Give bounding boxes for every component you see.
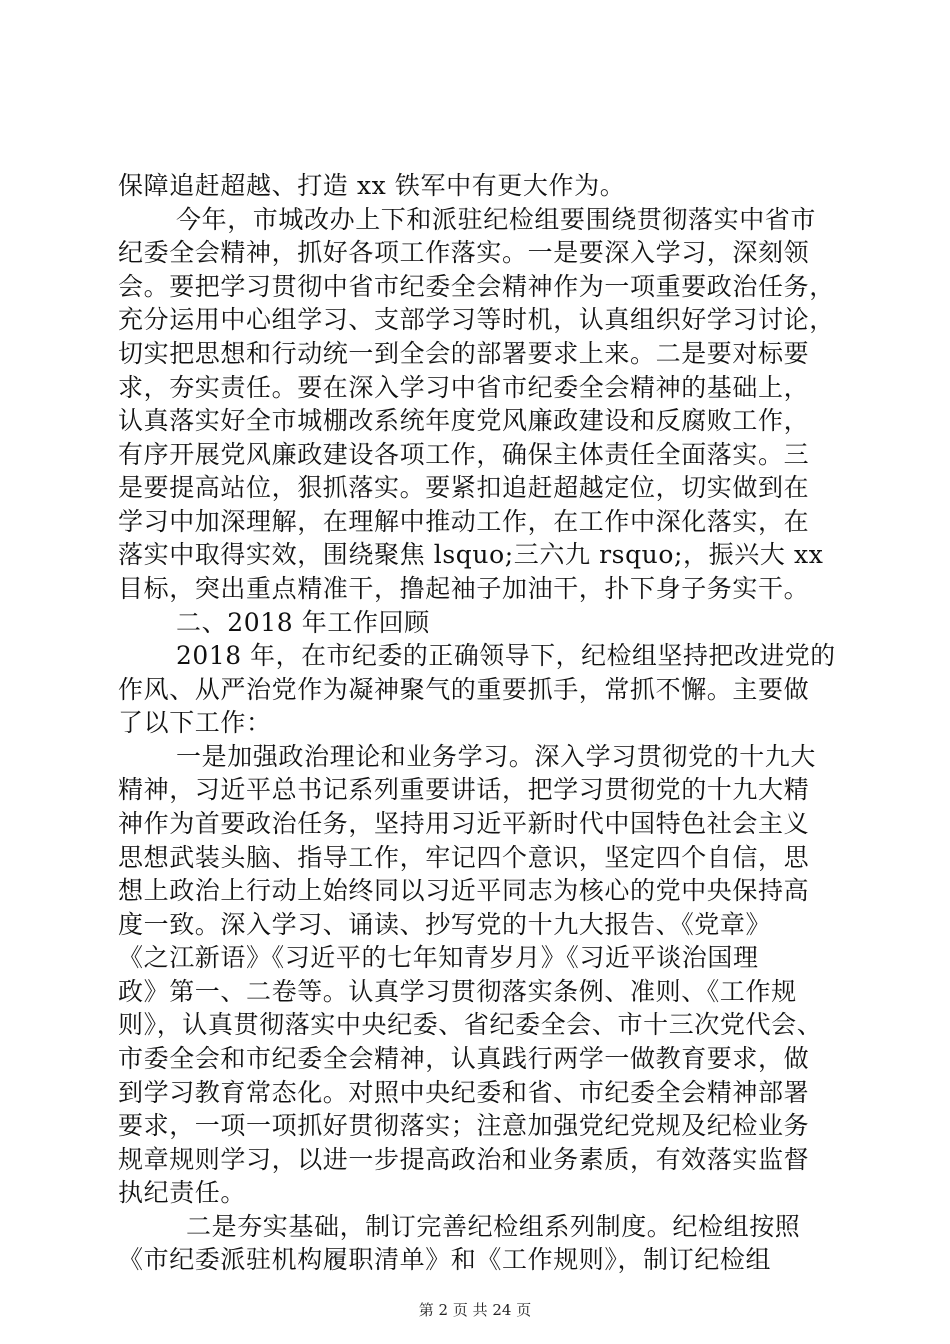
text-line-24: 《之江新语》《习近平的七年知青岁月》《习近平谈治国理 — [118, 943, 759, 972]
text-line-33: 《市纪委派驻机构履职清单》和《工作规则》，制订纪检组 — [118, 1245, 772, 1274]
text-line-31: 执纪责任。 — [118, 1178, 247, 1207]
text-line-15: 2018 年，在市纪委的正确领导下，纪检组坚持把改进党的 — [176, 641, 836, 670]
text-line-4: 会。要把学习贯彻中省市纪委全会精神作为一项重要政治任务， — [118, 272, 835, 301]
text-line-18: 一是加强政治理论和业务学习。深入学习贯彻党的十九大 — [176, 742, 817, 771]
text-line-17: 了以下工作： — [118, 708, 272, 737]
text-line-22: 想上政治上行动上始终同以习近平同志为核心的党中央保持高 — [118, 876, 810, 905]
text-line-2: 今年，市城改办上下和派驻纪检组要围绕贯彻落实中省市 — [176, 205, 817, 234]
text-line-26: 则》，认真贯彻落实中央纪委、省纪委全会、市十三次党代会、 — [118, 1010, 823, 1039]
text-line-32: 二是夯实基础，制订完善纪检组系列制度。纪检组按照 — [186, 1212, 801, 1241]
text-line-25: 政》第一、二卷等。认真学习贯彻落实条例、准则、《工作规 — [118, 977, 797, 1006]
text-line-7: 求，夯实责任。要在深入学习中省市纪委全会精神的基础上， — [118, 373, 810, 402]
text-line-8: 认真落实好全市城棚改系统年度党风廉政建设和反腐败工作， — [118, 406, 810, 435]
text-line-23: 度一致。深入学习、诵读、抄写党的十九大报告、《党章》 — [118, 910, 772, 939]
text-line-16: 作风、从严治党作为凝神聚气的重要抓手，常抓不懈。主要做 — [118, 675, 810, 704]
text-line-27: 市委全会和市纪委全会精神，认真践行两学一做教育要求，做 — [118, 1044, 810, 1073]
text-line-1: 保障追赶超越、打造 xx 铁军中有更大作为。 — [118, 171, 626, 200]
text-line-5: 充分运用中心组学习、支部学习等时机，认真组织好学习讨论， — [118, 305, 835, 334]
text-line-11: 学习中加深理解，在理解中推动工作，在工作中深化落实，在 — [118, 507, 810, 536]
text-line-10: 是要提高站位，狠抓落实。要紧扣追赶超越定位，切实做到在 — [118, 473, 810, 502]
text-line-30: 规章规则学习，以进一步提高政治和业务素质，有效落实监督 — [118, 1145, 810, 1174]
text-line-19: 精神，习近平总书记系列重要讲话，把学习贯彻党的十九大精 — [118, 775, 810, 804]
text-line-20: 神作为首要政治任务，坚持用习近平新时代中国特色社会主义 — [118, 809, 810, 838]
text-line-9: 有序开展党风廉政建设各项工作，确保主体责任全面落实。三 — [118, 440, 810, 469]
text-line-29: 要求，一项一项抓好贯彻落实；注意加强党纪党规及纪检业务 — [118, 1111, 810, 1140]
section-heading: 二、2018 年工作回顾 — [176, 608, 430, 637]
text-line-6: 切实把思想和行动统一到全会的部署要求上来。二是要对标要 — [118, 339, 810, 368]
text-line-12: 落实中取得实效，围绕聚焦 lsquo;三六九 rsquo;，振兴大 xx — [118, 540, 824, 569]
page-number-footer: 第 2 页 共 24 页 — [418, 1301, 532, 1319]
text-line-13: 目标，突出重点精准干，撸起袖子加油干，扑下身子务实干。 — [118, 574, 810, 603]
text-line-3: 纪委全会精神，抓好各项工作落实。一是要深入学习，深刻领 — [118, 238, 810, 267]
text-line-21: 思想武装头脑、指导工作，牢记四个意识，坚定四个自信，思 — [118, 843, 810, 872]
text-line-28: 到学习教育常态化。对照中央纪委和省、市纪委全会精神部署 — [118, 1078, 810, 1107]
